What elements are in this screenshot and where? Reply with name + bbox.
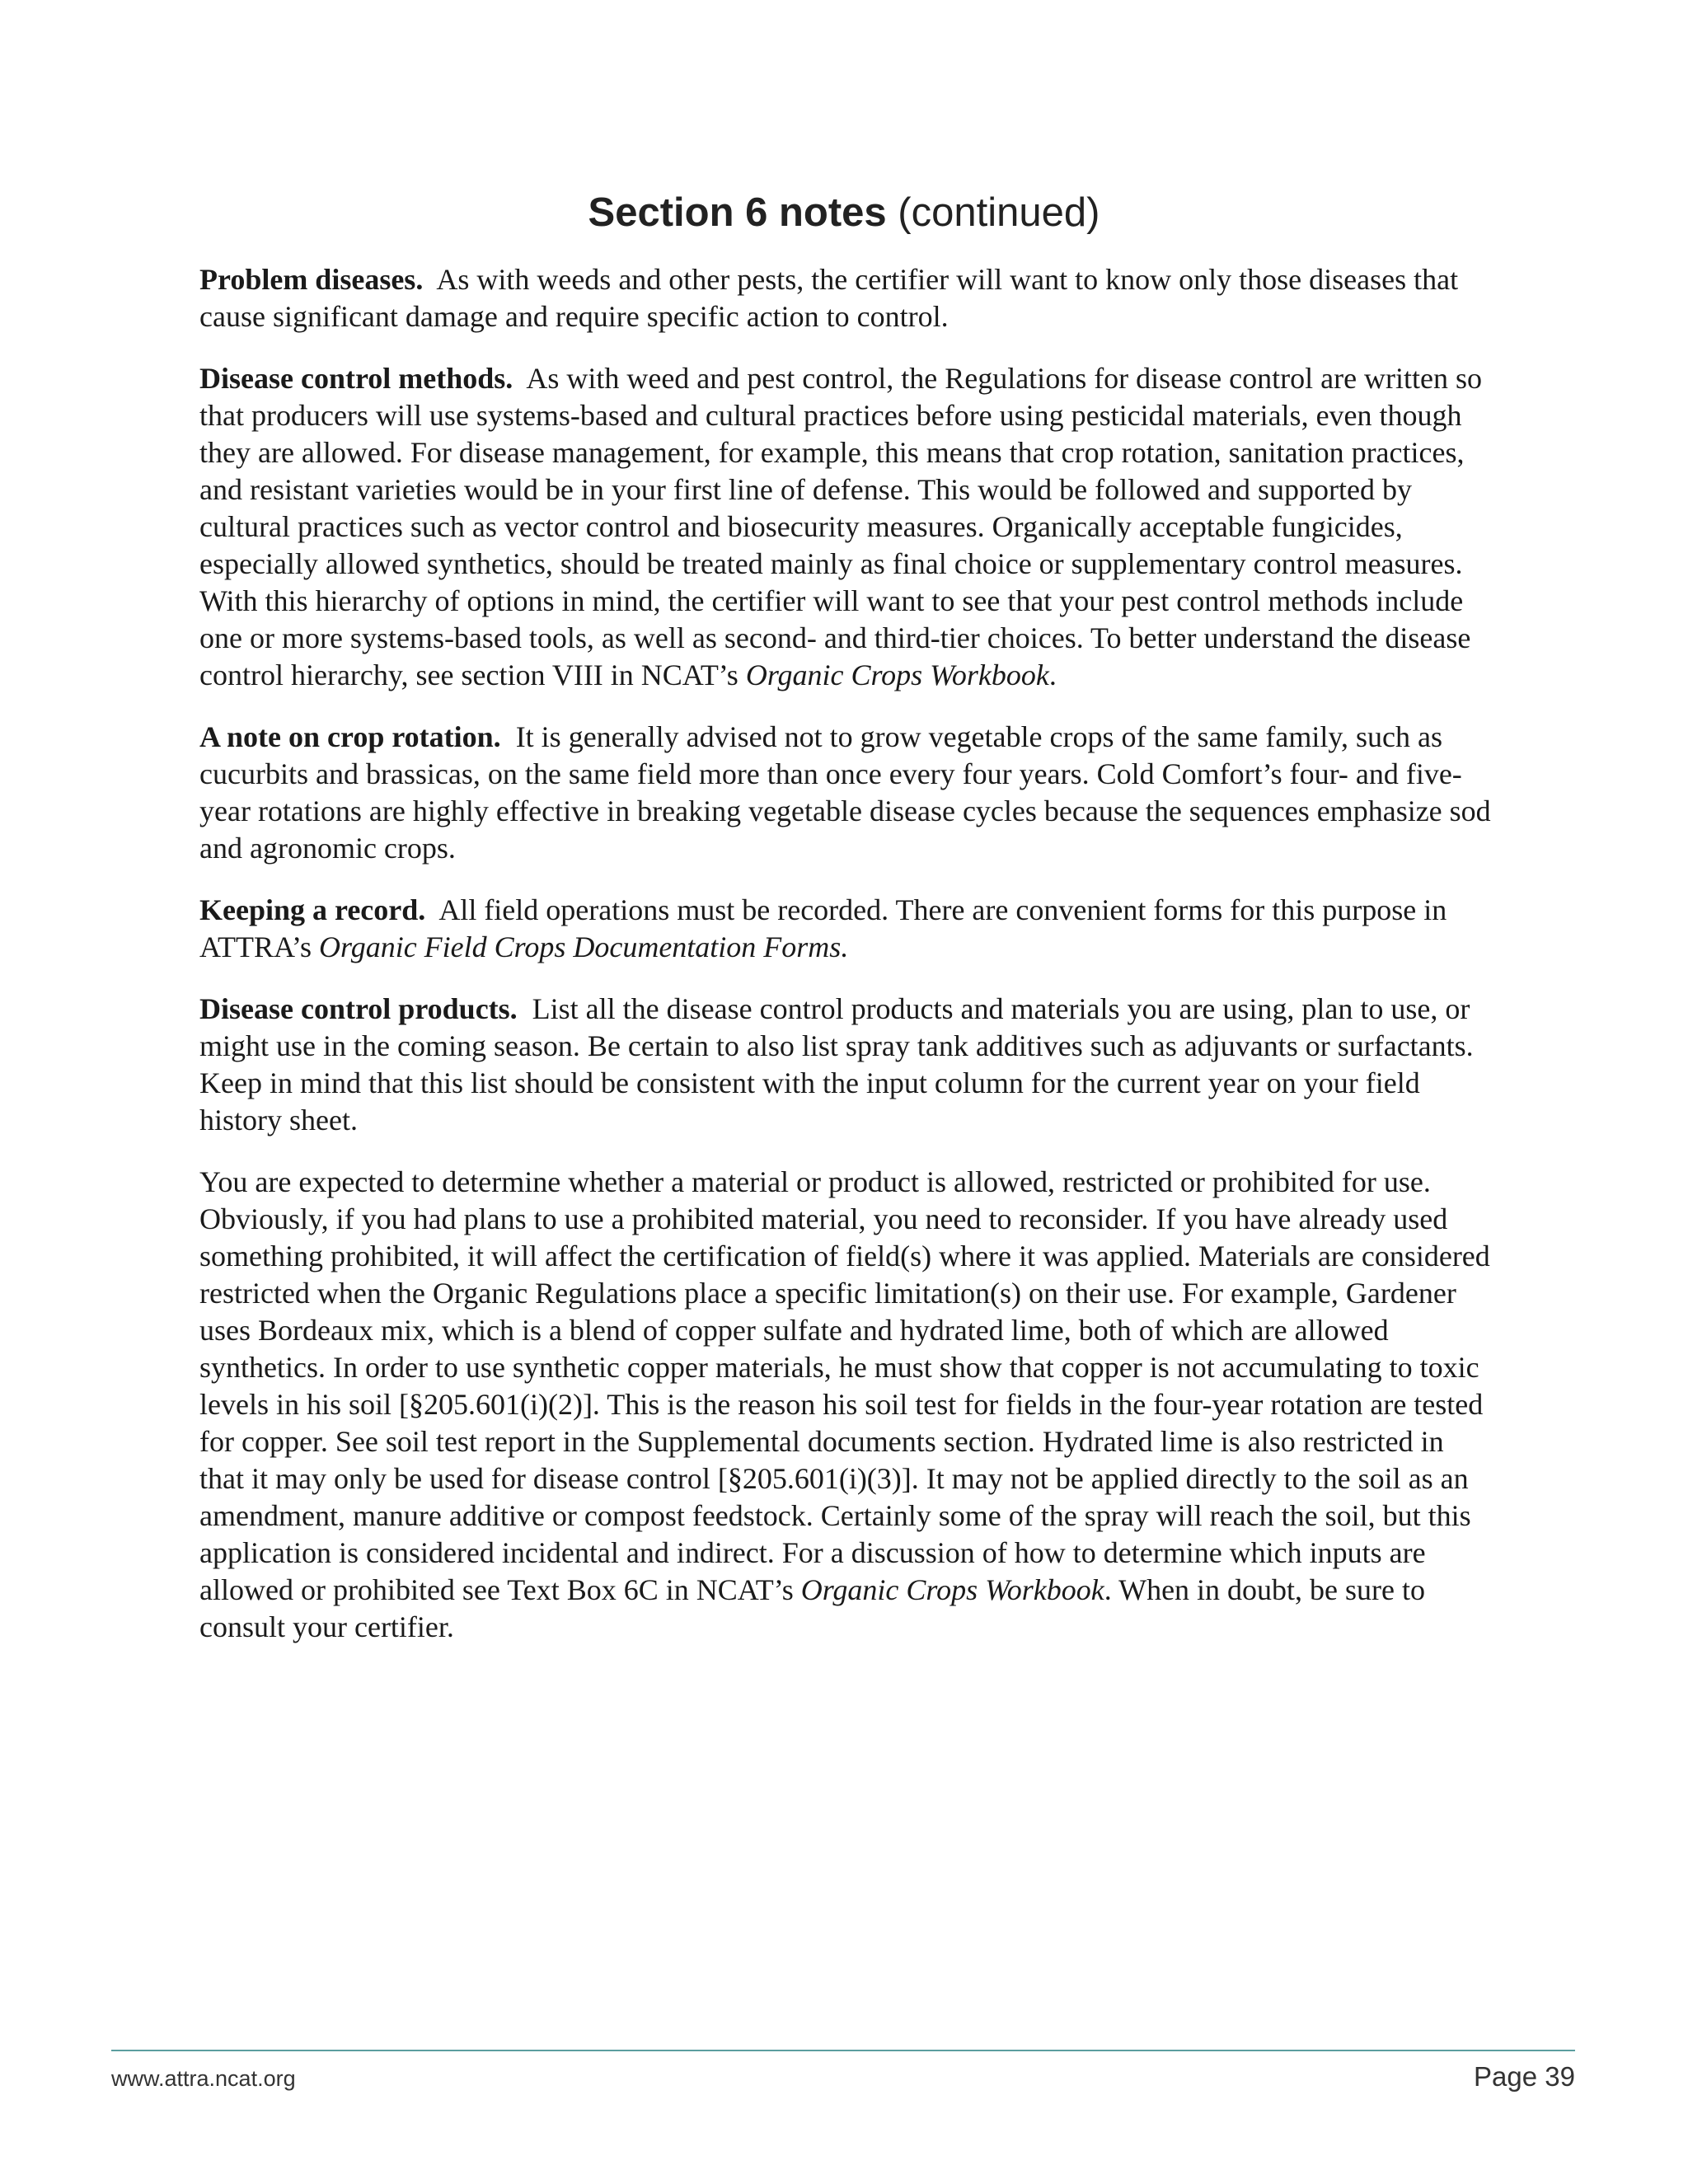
paragraph-materials-status bbox=[199, 1164, 1493, 1646]
footer-divider bbox=[111, 2050, 1575, 2051]
publication-title: Organic Crops Workbook bbox=[800, 1573, 1104, 1606]
page-title-main: Section 6 notes bbox=[588, 190, 887, 235]
footer-website-link[interactable]: www.attra.ncat.org bbox=[111, 2066, 296, 2091]
paragraph-text: As with weed and pest control, the Regulations for disease control are written so that producers will use systems-based and cultural practices before using pesticidal materials, even though they are allowed. For disease management, for example, this means that crop rotation, sanitation practices, and resistant varieties would be in your first line of defense. This would be followed and supported by cultural practices such as vector control and biosecurity measures. Organically acceptable fungicides, especially allowed synthetics, should be treated mainly as final choice or supplementary control measures. With this hierarchy of options in mind, the certifier will want to see that your pest control methods include one or more systems-based tools, as well as second- and third-tier choices. To better understand the disease control hierarchy, see section VIII in NCAT’s bbox=[199, 362, 1483, 691]
paragraph-disease-control-products bbox=[199, 991, 1493, 1139]
paragraph-text: All field operations must be recorded. There are convenient forms for this purpose in ATTRA’s bbox=[199, 893, 1447, 963]
paragraph-lead: Disease control products. bbox=[199, 992, 518, 1025]
section-notes-body bbox=[199, 261, 1493, 1671]
paragraph-lead: Disease control methods. bbox=[199, 362, 513, 395]
paragraph-keeping-a-record bbox=[199, 892, 1493, 966]
paragraph-crop-rotation bbox=[199, 719, 1493, 867]
page-number: Page 39 bbox=[1474, 2061, 1575, 2092]
publication-title: Organic Field Crops Documentation Forms. bbox=[319, 930, 849, 963]
paragraph-text: As with weeds and other pests, the certifier will want to know only those diseases that cause significant damage and require specific action to control. bbox=[199, 263, 1459, 333]
paragraph-text: You are expected to determine whether a material or product is allowed, restricted or prohibited for use. Obviously, if you had plans to use a prohibited material, you need to reconsider. If you have already used something prohibited, it will affect the certification of field(s) where it was applied. Materials are considered restricted when the Organic Regulations place a specific limitation(s) on their use. For example, Gardener uses Bordeaux mix, which is a blend of copper sulfate and hydrated lime, both of which are allowed synthetics. In order to use synthetic copper materials, he must show that copper is not accumulating to toxic levels in his soil [§205.601(i)(2)]. This is the reason his soil test for fields in the four-year rotation are tested for copper. See soil test report in the Supplemental documents section. Hydrated lime is also restricted in that it may only be used for disease control [§205.601(i)(3)]. It may not be applied directly to the soil as an amendment, manure additive or compost feedstock. Certainly some of the spray will reach the soil, but this application is considered incidental and indirect. For a discussion of how to determine which inputs are allowed or prohibited see Text Box 6C in NCAT’s bbox=[199, 1165, 1490, 1606]
paragraph-lead: Problem diseases. bbox=[199, 263, 424, 296]
paragraph-lead: Keeping a record. bbox=[199, 893, 426, 926]
paragraph-disease-control-methods bbox=[199, 360, 1493, 694]
page-title bbox=[0, 188, 1688, 237]
paragraph-lead: A note on crop rotation. bbox=[199, 720, 501, 753]
paragraph-tail: . bbox=[1048, 658, 1057, 691]
publication-title: Organic Crops Workbook bbox=[745, 658, 1049, 691]
paragraph-text: It is generally advised not to grow vegetable crops of the same family, such as cucurbits and brassicas, on the same field more than once every four years. Cold Comfort’s four- and five-year rotations are highly effective in breaking vegetable disease cycles because the sequences emphasize sod and agronomic crops. bbox=[199, 720, 1491, 865]
page-title-continued: (continued) bbox=[898, 190, 1100, 235]
paragraph-tail: . When in doubt, be sure to consult your certifier. bbox=[199, 1573, 1426, 1643]
paragraph-problem-diseases bbox=[199, 261, 1493, 335]
paragraph-text: List all the disease control products and materials you are using, plan to use, or might use in the coming season. Be certain to also list spray tank additives such as adjuvants or surfactants. Keep in mind that this list should be consistent with the input column for the current year on your field history sheet. bbox=[199, 992, 1474, 1137]
